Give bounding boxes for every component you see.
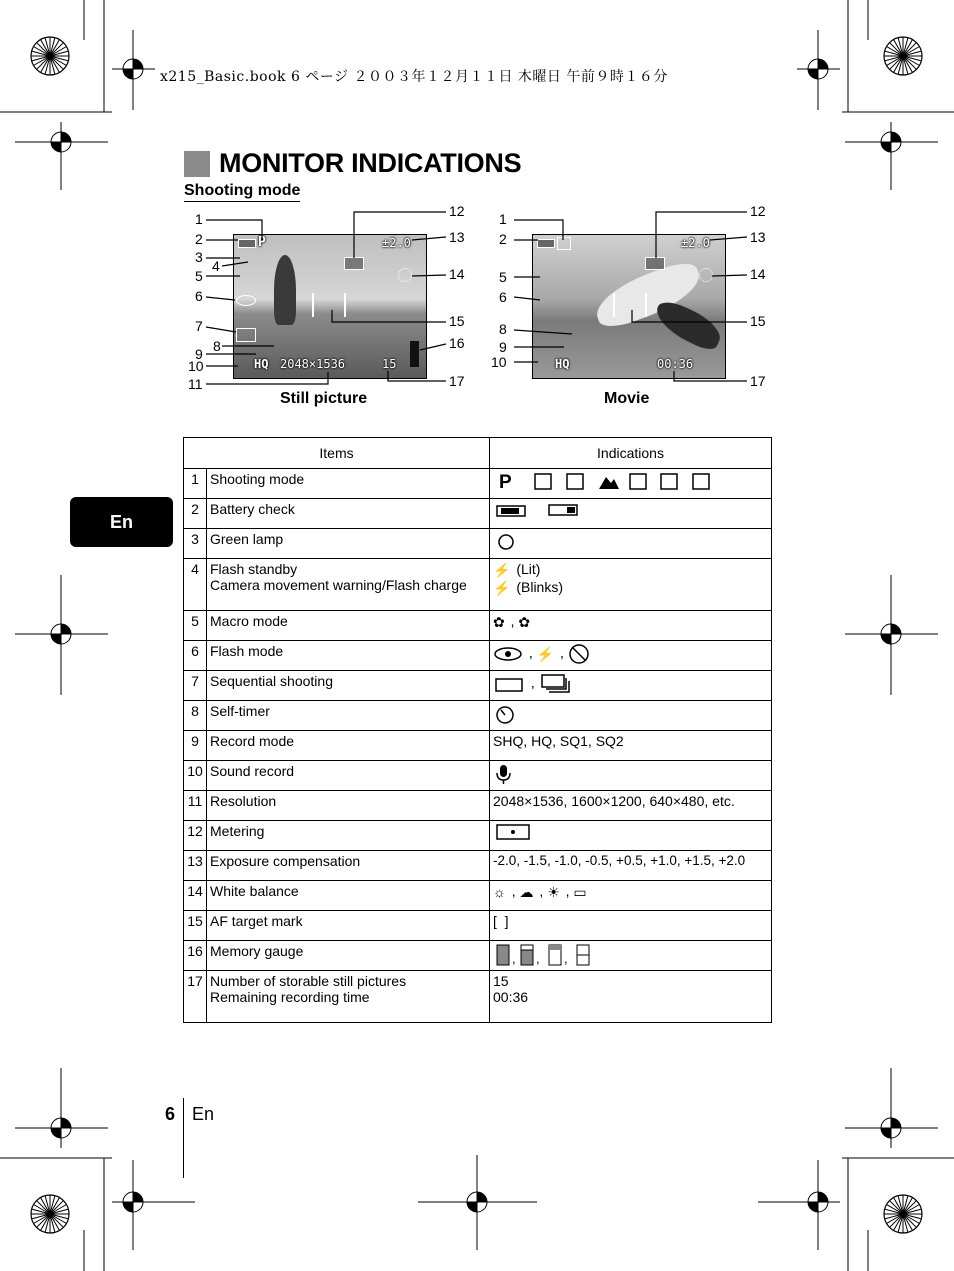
cloudy-icon: ☁ bbox=[519, 883, 534, 900]
row-item: Memory gauge bbox=[207, 941, 490, 971]
row-indication bbox=[490, 701, 772, 731]
col-items-header: Items bbox=[184, 438, 490, 469]
callout-14: 14 bbox=[449, 266, 465, 282]
callout-4: 4 bbox=[212, 258, 220, 274]
row-indication: ☼ , ☁ , ☀ , ▭ bbox=[490, 881, 772, 911]
memory-gauge-icons bbox=[493, 943, 603, 967]
row-item: Green lamp bbox=[207, 529, 490, 559]
row-item-line1: Number of storable still pictures bbox=[210, 973, 407, 989]
callout-7: 7 bbox=[195, 318, 203, 334]
table-row bbox=[184, 761, 772, 791]
row-item: AF target mark bbox=[207, 911, 490, 941]
footer bbox=[165, 1104, 214, 1125]
row-number: 4 bbox=[184, 559, 207, 611]
row-indication bbox=[490, 499, 772, 529]
row-indication bbox=[490, 941, 772, 971]
macro-icon: ✿ bbox=[493, 613, 505, 630]
table-row bbox=[184, 611, 772, 641]
footer-lang: En bbox=[192, 1104, 215, 1124]
single-frame-icon bbox=[493, 675, 525, 693]
movie-callout-14: 14 bbox=[750, 266, 766, 282]
movie-callout-6: 6 bbox=[499, 289, 507, 305]
row-indication-line1: 15 bbox=[493, 973, 509, 989]
row-number: 10 bbox=[184, 761, 207, 791]
callout-12: 12 bbox=[449, 203, 465, 219]
row-number: 17 bbox=[184, 971, 207, 1023]
remaining-time: 00:36 bbox=[657, 357, 694, 371]
movie-callout-15: 15 bbox=[750, 313, 766, 329]
table-row bbox=[184, 559, 772, 611]
record-mode: HQ bbox=[555, 357, 570, 371]
flash-icon: ⚡ bbox=[493, 579, 511, 596]
table-row bbox=[184, 911, 772, 941]
movie-callout-17: 17 bbox=[750, 373, 766, 389]
movie-callout-2: 2 bbox=[499, 231, 507, 247]
movie-callout-13: 13 bbox=[750, 229, 766, 245]
row-item-line1: Flash standby bbox=[210, 561, 298, 577]
row-item: Self-timer bbox=[207, 701, 490, 731]
callout-6: 6 bbox=[195, 288, 203, 304]
row-number: 8 bbox=[184, 701, 207, 731]
row-indication: -2.0, -1.5, -1.0, -0.5, +0.5, +1.0, +1.5, +2.0 bbox=[490, 851, 772, 881]
callout-3: 3 bbox=[195, 249, 203, 265]
metering-icon bbox=[493, 823, 533, 841]
table-row bbox=[184, 701, 772, 731]
row-item: Macro mode bbox=[207, 611, 490, 641]
table-row bbox=[184, 529, 772, 559]
table-row bbox=[184, 941, 772, 971]
svg-text:,: , bbox=[536, 951, 540, 966]
row-indication: SHQ, HQ, SQ1, SQ2 bbox=[490, 731, 772, 761]
col-indications-header: Indications bbox=[490, 438, 772, 469]
row-number: 7 bbox=[184, 671, 207, 701]
storable-count: 15 bbox=[382, 357, 397, 371]
row-item: Sequential shooting bbox=[207, 671, 490, 701]
flash-blinks-label: (Blinks) bbox=[516, 578, 563, 595]
row-item-line2: Remaining recording time bbox=[210, 989, 370, 1005]
ev-value: ±2.0 bbox=[382, 236, 411, 250]
row-item: Resolution bbox=[207, 791, 490, 821]
movie-callout-1: 1 bbox=[499, 211, 507, 227]
row-item: Record mode bbox=[207, 731, 490, 761]
callout-2: 2 bbox=[195, 231, 203, 247]
row-indication: [ ] bbox=[490, 911, 772, 941]
flash-icon: ⚡ bbox=[536, 645, 555, 662]
row-item bbox=[207, 559, 490, 611]
shooting-mode-icons bbox=[493, 471, 713, 491]
table-row bbox=[184, 641, 772, 671]
row-item: Battery check bbox=[207, 499, 490, 529]
flash-lit-label: (Lit) bbox=[516, 561, 541, 577]
movie-callout-9: 9 bbox=[499, 339, 507, 355]
movie-callout-5: 5 bbox=[499, 269, 507, 285]
row-indication bbox=[490, 821, 772, 851]
redeye-icon bbox=[493, 645, 523, 663]
row-indication bbox=[490, 559, 772, 611]
callout-8: 8 bbox=[213, 338, 221, 354]
row-item: Shooting mode bbox=[207, 469, 490, 499]
row-indication bbox=[490, 971, 772, 1023]
movie-callout-12: 12 bbox=[750, 203, 766, 219]
row-indication: ✿ , ✿ bbox=[490, 611, 772, 641]
table-row bbox=[184, 671, 772, 701]
row-number: 2 bbox=[184, 499, 207, 529]
movie-callout-8: 8 bbox=[499, 321, 507, 337]
flash-lit bbox=[493, 561, 768, 579]
callout-10: 10 bbox=[188, 358, 204, 374]
svg-text:,: , bbox=[564, 951, 568, 966]
still-picture-caption: Still picture bbox=[280, 390, 368, 407]
movie-caption: Movie bbox=[604, 390, 650, 407]
table-row bbox=[184, 881, 772, 911]
page-title: MONITOR INDICATIONS bbox=[219, 148, 522, 178]
resolution: 2048×1536 bbox=[280, 357, 346, 371]
row-number: 16 bbox=[184, 941, 207, 971]
table-row bbox=[184, 791, 772, 821]
row-number: 6 bbox=[184, 641, 207, 671]
supermacro-icon: ✿ bbox=[518, 613, 531, 630]
language-tab: En bbox=[70, 497, 173, 547]
row-item: Sound record bbox=[207, 761, 490, 791]
row-number: 1 bbox=[184, 469, 207, 499]
row-indication-line2: 00:36 bbox=[493, 989, 529, 1005]
row-number: 15 bbox=[184, 911, 207, 941]
self-timer-icon bbox=[493, 703, 517, 725]
table-row bbox=[184, 731, 772, 761]
indications-table bbox=[183, 437, 772, 1023]
microphone-icon bbox=[493, 763, 513, 785]
row-indication: , bbox=[490, 671, 772, 701]
movie-callout-10: 10 bbox=[491, 354, 507, 370]
callout-16: 16 bbox=[449, 335, 465, 351]
table-header-row bbox=[184, 438, 772, 469]
callout-17: 17 bbox=[449, 373, 465, 389]
table-row bbox=[184, 821, 772, 851]
record-mode: HQ bbox=[254, 357, 269, 371]
row-item: Exposure compensation bbox=[207, 851, 490, 881]
row-indication bbox=[490, 469, 772, 499]
row-number: 12 bbox=[184, 821, 207, 851]
row-indication bbox=[490, 529, 772, 559]
print-header: x215_Basic.book 6 ページ ２００３年１２月１１日 木曜日 午前９時１６分 bbox=[160, 69, 668, 85]
row-item: Metering bbox=[207, 821, 490, 851]
table-row bbox=[184, 851, 772, 881]
callout-5: 5 bbox=[195, 268, 203, 284]
page-number: 6 bbox=[165, 1104, 176, 1124]
row-number: 14 bbox=[184, 881, 207, 911]
table-row bbox=[184, 469, 772, 499]
row-number: 13 bbox=[184, 851, 207, 881]
row-number: 11 bbox=[184, 791, 207, 821]
subtitle: Shooting mode bbox=[184, 182, 300, 202]
row-number: 3 bbox=[184, 529, 207, 559]
ev-value: ±2.0 bbox=[681, 236, 710, 250]
sunny-icon: ☼ bbox=[493, 884, 506, 901]
row-indication: , ⚡ , bbox=[490, 641, 772, 671]
row-item-line2: Camera movement warning/Flash charge bbox=[210, 577, 467, 593]
row-number: 9 bbox=[184, 731, 207, 761]
flash-blinks bbox=[493, 579, 768, 597]
battery-icons bbox=[493, 501, 583, 519]
sequential-icon bbox=[539, 673, 571, 695]
callout-13: 13 bbox=[449, 229, 465, 245]
row-item: Flash mode bbox=[207, 641, 490, 671]
table-row bbox=[184, 499, 772, 529]
flash-off-icon bbox=[568, 643, 590, 665]
row-item bbox=[207, 971, 490, 1023]
table-row bbox=[184, 971, 772, 1023]
row-number: 5 bbox=[184, 611, 207, 641]
flash-icon: ⚡ bbox=[493, 561, 511, 578]
callout-9: 9 bbox=[195, 346, 203, 362]
callout-1: 1 bbox=[195, 211, 203, 227]
fluorescent-icon: ▭ bbox=[573, 883, 587, 900]
row-indication bbox=[490, 761, 772, 791]
callout-11: 11 bbox=[188, 376, 203, 392]
row-item: White balance bbox=[207, 881, 490, 911]
green-lamp-icon bbox=[493, 531, 517, 551]
tungsten-icon: ☀ bbox=[547, 883, 560, 900]
row-indication: 2048×1536, 1600×1200, 640×480, etc. bbox=[490, 791, 772, 821]
callout-15: 15 bbox=[449, 313, 465, 329]
svg-text:P: P bbox=[499, 472, 512, 491]
svg-text:,: , bbox=[512, 951, 516, 966]
mode-p-icon: P bbox=[258, 235, 266, 250]
